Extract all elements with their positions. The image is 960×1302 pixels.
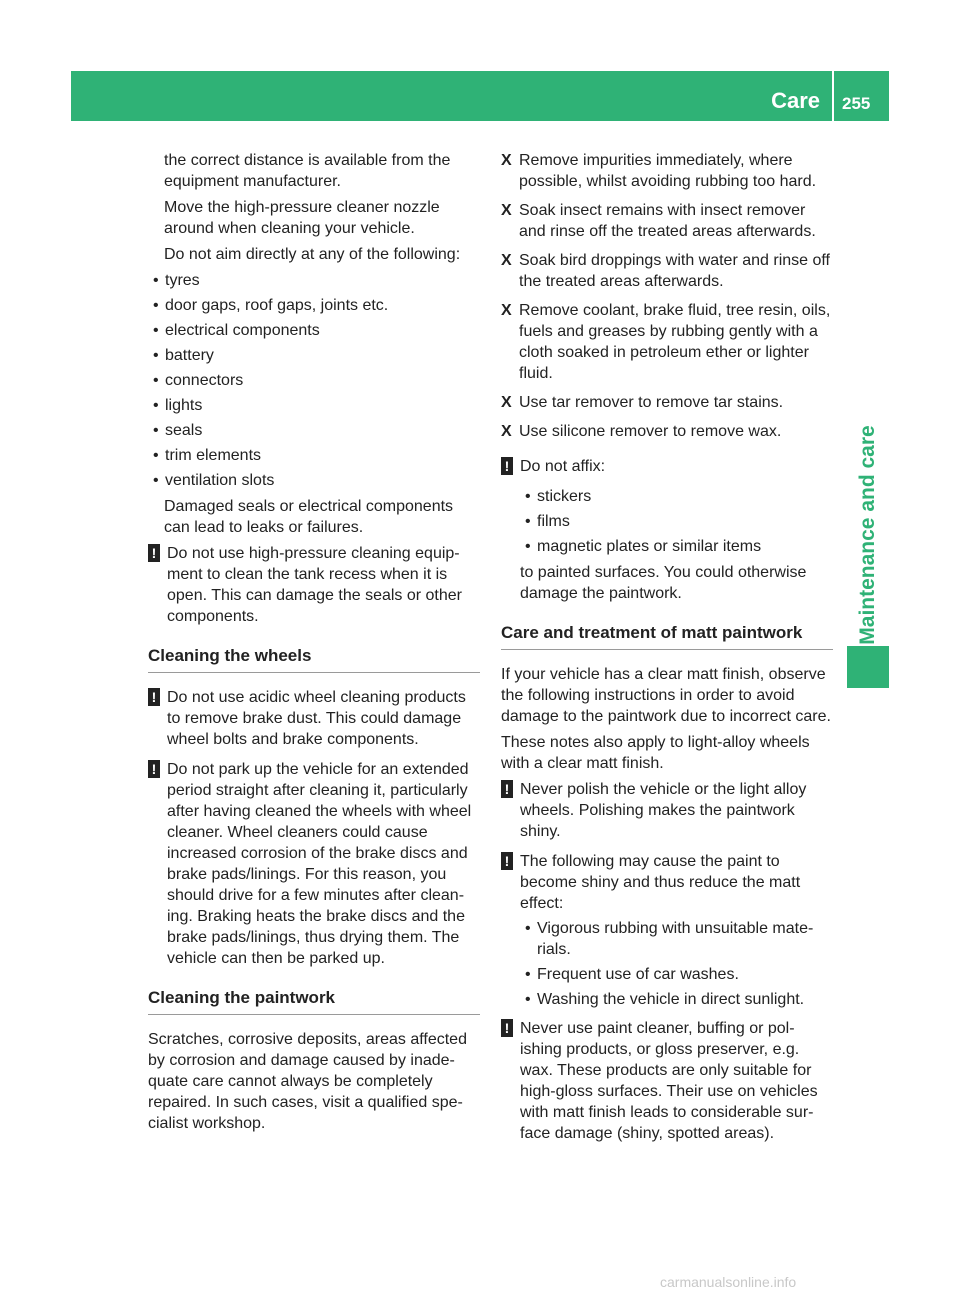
list-item: • trim elements [148, 445, 480, 466]
list-item: • films [520, 511, 833, 532]
warning-text: Do not use high-pressure cleaning equip-ment to clean the tank recess when it is open. This can damage the seals or other components. [167, 545, 462, 625]
list-item: • seals [148, 420, 480, 441]
arrow-icon: X [501, 152, 512, 169]
list-item: • lights [148, 395, 480, 416]
arrow-icon: X [501, 252, 512, 269]
warning-note [501, 1018, 833, 1144]
step-item [501, 421, 833, 442]
page-number: 255 [842, 94, 871, 113]
list-item: • electrical components [148, 320, 480, 341]
section-heading: Care and treatment of matt paintwork [501, 622, 833, 650]
list-item: • connectors [148, 370, 480, 391]
list-item: • ventilation slots [148, 470, 480, 491]
step-text: Use silicone remover to remove wax. [519, 423, 782, 440]
list-item: • tyres [148, 270, 480, 291]
step-text: Remove impurities immediately, where possible, whilst avoiding rubbing too hard. [519, 152, 817, 190]
step-item [501, 392, 833, 413]
arrow-icon: X [501, 423, 512, 440]
step-text: Remove coolant, brake fluid, tree resin, oils, fuels and greases by rubbing gently with a cloth soaked in petroleum ether or lighter fluid. [519, 302, 831, 382]
warning-icon: ! [501, 852, 513, 870]
step-item [501, 150, 833, 192]
warning-text: Never polish the vehicle or the light alloy wheels. Polishing makes the paintwork shiny. [520, 781, 807, 840]
arrow-icon: X [501, 302, 512, 319]
warning-icon: ! [148, 544, 160, 562]
section-heading: Cleaning the paintwork [148, 987, 480, 1015]
warning-text: The following may cause the paint to become shiny and thus reduce the matt effect: [520, 853, 801, 912]
paragraph: Do not aim directly at any of the following: [164, 246, 461, 263]
paragraph: to painted surfaces. You could otherwise damage the paintwork. [520, 564, 807, 602]
list-item: • stickers [520, 486, 833, 507]
section-title: Care [771, 88, 820, 113]
warning-text: Never use paint cleaner, buffing or pol-ishing products, or gloss preserver, e.g. wax. These products are only suitable for high-gloss surfaces. Their use on vehicles with matt finish leads to considerable sur-face damage (shiny, spotted areas). [520, 1020, 818, 1142]
side-tab-marker [847, 646, 889, 688]
step-item [501, 250, 833, 292]
arrow-icon: X [501, 394, 512, 411]
warning-note [501, 779, 833, 842]
paragraph: If your vehicle has a clear matt finish, observe the following instructions in order to avoid damage to the paintwork due to incorrect care. [501, 666, 831, 725]
step-item [501, 300, 833, 384]
step-text: Use tar remover to remove tar stains. [519, 394, 784, 411]
warning-icon: ! [148, 688, 160, 706]
paragraph: Damaged seals or electrical components can lead to leaks or failures. [164, 498, 454, 536]
list-item: • magnetic plates or similar items [520, 536, 833, 557]
watermark-link[interactable]: carmanualsonline.info [660, 1274, 797, 1290]
bullet-list [501, 918, 833, 1010]
warning-text: Do not affix: [520, 458, 606, 475]
right-column [501, 150, 833, 1153]
list-item: • door gaps, roof gaps, joints etc. [148, 295, 480, 316]
step-text: Soak bird droppings with water and rinse off the treated areas afterwards. [519, 252, 830, 290]
list-item: • Frequent use of car washes. [520, 964, 833, 985]
header-divider [832, 71, 834, 121]
list-item: • battery [148, 345, 480, 366]
warning-icon: ! [501, 457, 513, 475]
warning-note [148, 543, 480, 627]
list-item: • Washing the vehicle in direct sunlight. [520, 989, 833, 1010]
warning-note [501, 851, 833, 914]
warning-icon: ! [148, 760, 160, 778]
warning-icon: ! [501, 780, 513, 798]
warning-note [148, 759, 480, 969]
paragraph: Move the high-pressure cleaner nozzle around when cleaning your vehicle. [164, 199, 440, 237]
step-text: Soak insect remains with insect remover and rinse off the treated areas afterwards. [519, 202, 816, 240]
arrow-icon: X [501, 202, 512, 219]
section-heading: Cleaning the wheels [148, 645, 480, 673]
bullet-list [501, 486, 833, 557]
warning-note [148, 687, 480, 750]
bullet-list [148, 270, 480, 491]
step-item [501, 200, 833, 242]
warning-note [501, 456, 833, 477]
paragraph: These notes also apply to light-alloy wheels with a clear matt finish. [501, 734, 810, 772]
warning-text: Do not use acidic wheel cleaning products to remove brake dust. This could damage wheel bolts and brake components. [167, 689, 466, 748]
warning-icon: ! [501, 1019, 513, 1037]
list-item: • Vigorous rubbing with unsuitable mate-rials. [520, 918, 833, 960]
warning-text: Do not park up the vehicle for an extended period straight after cleaning it, particularly after having cleaned the wheels with wheel cleaner. Wheel cleaners could cause increased corrosion of the brake discs and brake pads/linings. For this reason, you should drive for a few minutes after clean-ing. Braking heats the brake discs and the brake pads/linings, thus drying them. The vehicle can then be parked up. [167, 761, 472, 967]
paragraph: Scratches, corrosive deposits, areas affected by corrosion and damage caused by inade-quate care cannot always be completely repaired. In such cases, visit a qualified spe-cialist workshop. [148, 1031, 467, 1132]
paragraph: the correct distance is available from the equipment manufacturer. [164, 152, 451, 190]
left-column [148, 150, 480, 1139]
